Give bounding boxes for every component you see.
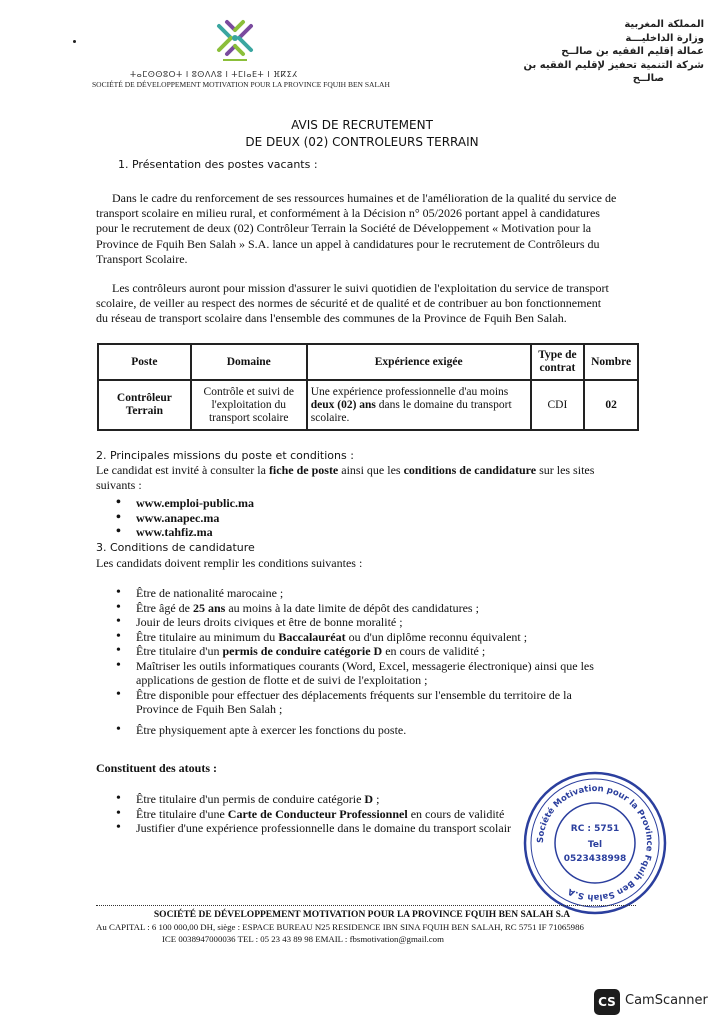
company-stamp [520, 768, 670, 918]
th-experience: Expérience exigée [307, 344, 531, 380]
list-item [116, 615, 640, 630]
list-item [116, 630, 640, 645]
camscanner-icon: CS [594, 989, 620, 1015]
a-text: Justifier d'une expérience professionnelle dans le domaine du transport scolair [136, 821, 512, 835]
a-bold: D [364, 792, 374, 806]
a-text: en cours de validité [407, 806, 505, 821]
th-poste: Poste [98, 344, 191, 380]
stamp-rc: RC : 5751 [570, 824, 620, 834]
arabic-line-5: صالــح [632, 73, 664, 84]
atouts-heading: Constituent des atouts : [96, 761, 218, 775]
arabic-line-4: شركة التنمية تحفيز لإقليم الفقيه بن [523, 59, 704, 71]
footer-company: SOCIÉTÉ DE DÉVELOPPEMENT MOTIVATION POUR LA PROVINCE FQUIH BEN SALAH S.A [153, 910, 571, 920]
section3-heading: 3. Conditions de candidature [96, 541, 255, 554]
section3-intro: Les candidats doivent remplir les conditions suivantes : [96, 556, 363, 570]
section1-heading: 1. Présentation des postes vacants : [118, 158, 318, 171]
exp-bold: deux (02) ans [310, 398, 376, 411]
s2-bold: conditions de candidature [403, 463, 537, 477]
list-item [116, 601, 640, 616]
c-bold: Baccalauréat [278, 629, 346, 644]
footer-capital: Au CAPITAL : 6 100 000,00 DH, siège : ESPACE BUREAU N25 RESIDENCE IBN SINA FQUIH BEN SALAH, RC 5751 IF 71065986 [96, 922, 584, 932]
td-contrat: CDI [531, 380, 585, 430]
header-arabic [524, 18, 704, 86]
doc-subtitle: DE DEUX (02) CONTROLEURS TERRAIN [245, 135, 479, 149]
atouts-list [116, 792, 536, 836]
table-row [98, 380, 638, 430]
c-text: Être âgé de [136, 600, 193, 615]
site-link[interactable]: • www.anapec.ma [116, 511, 254, 526]
a-text: ; [373, 792, 380, 806]
site-link[interactable]: • www.emploi-public.ma [116, 496, 254, 511]
c-text: en cours de validité ; [382, 644, 486, 658]
para1-line: pour le recrutement de deux (02) Contrôleur Terrain la Société de Développement « Motivation pour la [96, 221, 592, 236]
stamp-ring-text: Société Motivation pour la Province Fquih Ben Salah S.A [535, 783, 655, 903]
para1-line: Dans le cadre du renforcement de ses ressources humaines et de l'amélioration de la qualité du service de [112, 191, 617, 205]
td-poste: Contrôleur Terrain [98, 380, 191, 430]
footer-contact: ICE 0038947000036 TEL : 05 23 43 89 98 EMAIL : fbsmotivation@gmail.com [162, 934, 444, 944]
list-item [116, 586, 640, 601]
para2-line: scolaire, de veiller au respect des normes de sécurité et de qualité et de contribuer au bon fonctionnement [96, 296, 602, 311]
c-text: ou d'un diplôme reconnu équivalent ; [345, 629, 528, 644]
s2-text: suivants : [96, 478, 142, 493]
stamp-tel: 0523438998 [563, 854, 627, 864]
para1-line: Transport Scolaire. [96, 251, 188, 266]
arabic-line-1: المملكة المغربية [624, 19, 704, 30]
section1-para1 [96, 191, 640, 267]
th-contrat: Type de contrat [531, 344, 585, 380]
th-nombre: Nombre [584, 344, 638, 380]
exp-text-2: dans le domaine du transport scolaire. [310, 398, 512, 424]
para2-line: Les contrôleurs auront pour mission d'assurer le suivi quotidien de l'exploitation du service de transport [112, 281, 609, 295]
camscanner-label: CamScanner [625, 993, 708, 1008]
list-item [116, 659, 640, 688]
job-table [97, 343, 639, 431]
list-item [116, 792, 536, 807]
stamp-tel-label: Tel [587, 840, 603, 850]
section1-para2 [96, 281, 640, 327]
sites-list [116, 496, 254, 540]
c-text: Jouir de leurs droits civiques et être de bonne moralité ; [136, 615, 403, 629]
c-text: Être titulaire d'un [136, 644, 223, 658]
c-text: • Être disponible pour effectuer des déplacements fréquents sur l'ensemble du territoire de la [136, 687, 572, 702]
s2-text: Le candidat est invité à consulter la [96, 463, 269, 477]
arabic-line-2: وزارة الداخليـــة [625, 32, 704, 44]
c-text: applications de gestion de flotte et de suivi de l'exploitation ; [136, 673, 428, 687]
list-item [116, 688, 640, 717]
doc-title: AVIS DE RECRUTEMENT [291, 118, 433, 132]
conditions-list [116, 586, 640, 737]
c-text: au moins à la date limite de dépôt des candidatures ; [225, 600, 479, 615]
table-header-row [98, 344, 638, 380]
s2-bold: fiche de poste [268, 463, 339, 477]
section2-intro [96, 463, 640, 493]
c-text: Province de Fquih Ben Salah ; [136, 702, 283, 716]
a-text: Être titulaire d'une [136, 806, 228, 821]
list-item [116, 723, 640, 738]
th-domaine: Domaine [191, 344, 307, 380]
scan-speck [73, 40, 76, 43]
td-nombre: 02 [584, 380, 638, 430]
company-logo [205, 18, 265, 64]
list-item [116, 821, 536, 836]
site-link[interactable]: • www.tahfiz.ma [116, 525, 254, 540]
list-item [116, 807, 536, 822]
exp-text: Une expérience professionnelle d'au moins [310, 385, 509, 398]
c-bold: permis de conduire catégorie D [222, 644, 383, 658]
a-text: Être titulaire d'un permis de conduire catégorie [136, 792, 365, 806]
para1-line: Province de Fquih Ben Salah » S.A. lance un appel à candidatures pour le recrutement de Contrôleurs du [96, 236, 600, 251]
a-bold: Carte de Conducteur Professionnel [227, 806, 408, 821]
c-text: • Maîtriser les outils informatiques courants (Word, Excel, messagerie électronique) ainsi que les [136, 658, 594, 673]
footer-divider [96, 905, 636, 906]
c-text: Être de nationalité marocaine ; [136, 586, 284, 600]
header-tifinagh: ⵜⴰⵎⵙⵙⵓⵔⵜ ⵏ ⵓⵙⴷⴷⵓ ⵏ ⵜⵎⵏⴰⴹⵜ ⵏ ⴼⴽⵉⵃ [130, 70, 298, 79]
arabic-line-3: عمالة إقليم الفقيه بن صالــح [561, 46, 704, 57]
section2-heading: 2. Principales missions du poste et conditions : [96, 449, 354, 462]
header-company-name: SOCIÉTÉ DE DÉVELOPPEMENT MOTIVATION POUR LA PROVINCE FQUIH BEN SALAH [92, 80, 390, 89]
c-bold: 25 ans [192, 600, 226, 615]
td-domaine: Contrôle et suivi de l'exploitation du transport scolaire [191, 380, 307, 430]
camscanner-watermark [594, 989, 724, 1017]
s2-text: sur les sites [536, 463, 595, 477]
s2-text: ainsi que les [338, 463, 404, 477]
td-experience [307, 380, 531, 430]
c-text: Être titulaire au minimum du [136, 629, 279, 644]
para1-line: transport scolaire en milieu rural, et conformément à la Décision n° 05/2026 portant appel à candidatures [96, 206, 600, 221]
list-item [116, 644, 640, 659]
para2-line: du réseau de transport scolaire dans l'ensemble des communes de la Province de Fquih Ben Salah. [96, 311, 567, 326]
c-text: Être physiquement apte à exercer les fonctions du poste. [136, 722, 407, 737]
